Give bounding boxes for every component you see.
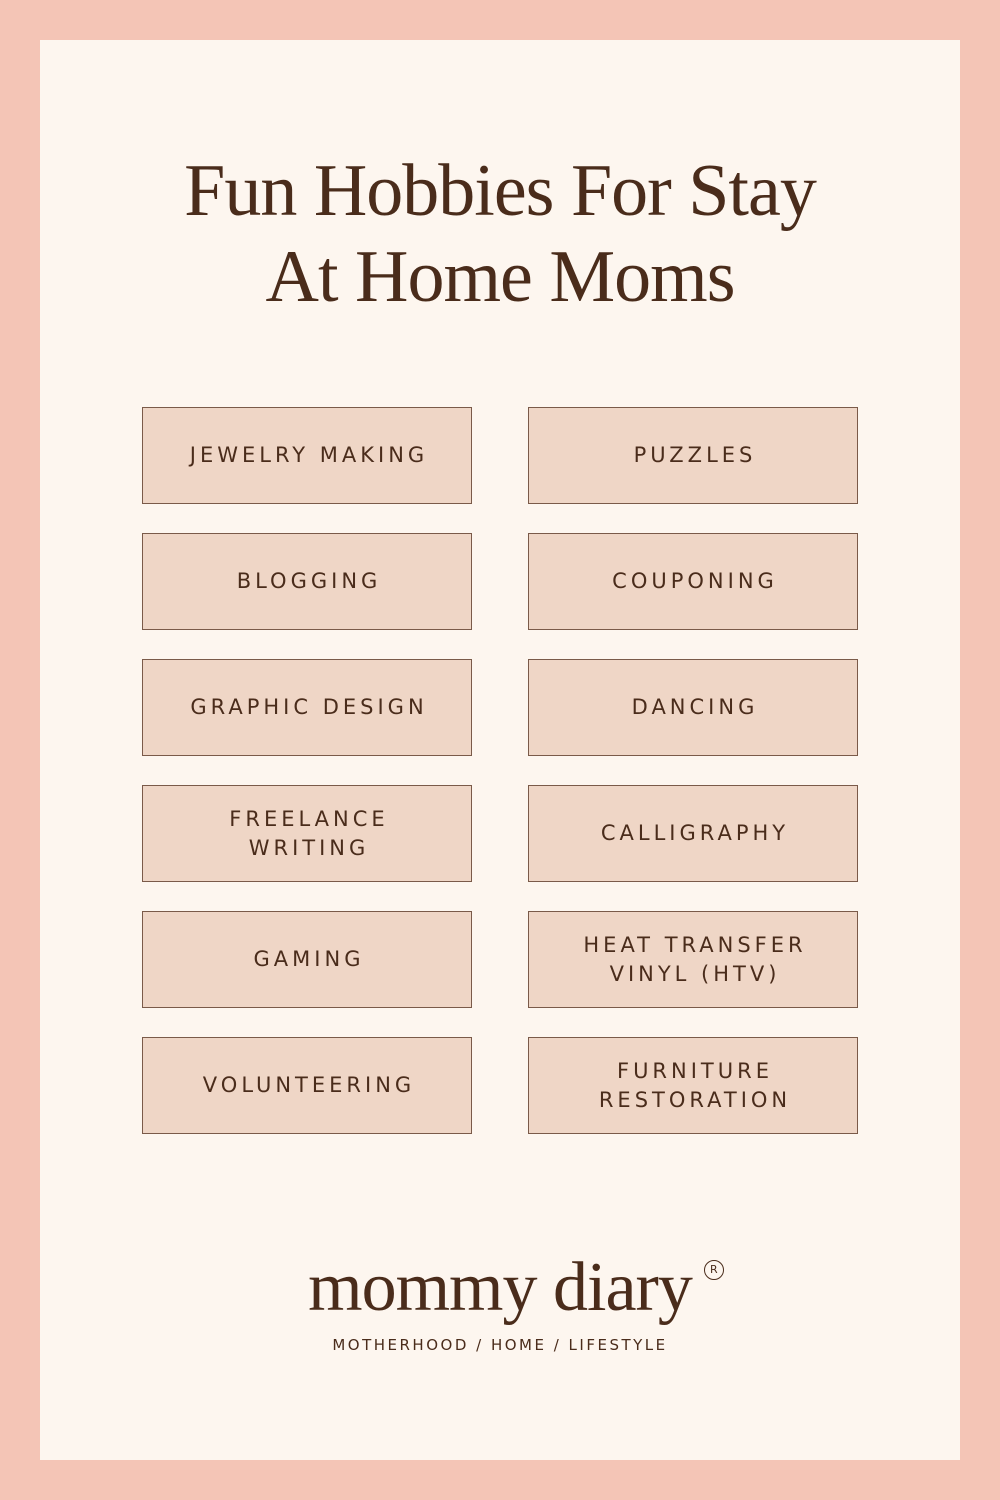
hobby-label: PUZZLES [633, 443, 757, 467]
hobby-label: COUPONING [612, 569, 778, 593]
title-line-1: Fun Hobbies For Stay [184, 150, 816, 232]
hobby-label: VOLUNTEERING [202, 1073, 416, 1097]
hobby-card-calligraphy [528, 785, 858, 882]
hobby-label: FREELANCE WRITING [229, 806, 389, 860]
hobby-label: BLOGGING [236, 569, 382, 593]
hobby-label: FURNITURE RESTORATION [598, 1058, 792, 1112]
brand-name-text: mommy diary [308, 1249, 692, 1326]
hobby-label: HEAT TRANSFER VINYL (HTV) [583, 932, 807, 986]
brand-tagline: MOTHERHOOD / HOME / LIFESTYLE [332, 1336, 668, 1354]
hobby-card-dancing [528, 659, 858, 756]
hobby-card-volunteering [142, 1037, 472, 1134]
hobby-label: GAMING [253, 947, 365, 971]
hobby-label: DANCING [631, 695, 759, 719]
hobby-label: JEWELRY MAKING [189, 443, 429, 467]
title-line-2: At Home Moms [265, 236, 735, 318]
registered-mark-icon: R [704, 1260, 724, 1280]
hobby-card-jewelry-making [142, 407, 472, 504]
hobby-label: GRAPHIC DESIGN [190, 695, 428, 719]
page-title [0, 148, 1000, 320]
hobby-card-heat-transfer-vinyl [528, 911, 858, 1008]
hobby-card-blogging [142, 533, 472, 630]
hobby-card-gaming [142, 911, 472, 1008]
hobby-card-freelance-writing [142, 785, 472, 882]
brand-name [308, 1248, 718, 1328]
hobby-card-puzzles [528, 407, 858, 504]
hobby-card-couponing [528, 533, 858, 630]
brand-logo [0, 1248, 1000, 1354]
hobby-label: CALLIGRAPHY [600, 821, 790, 845]
hobby-card-graphic-design [142, 659, 472, 756]
hobby-card-furniture-restoration [528, 1037, 858, 1134]
